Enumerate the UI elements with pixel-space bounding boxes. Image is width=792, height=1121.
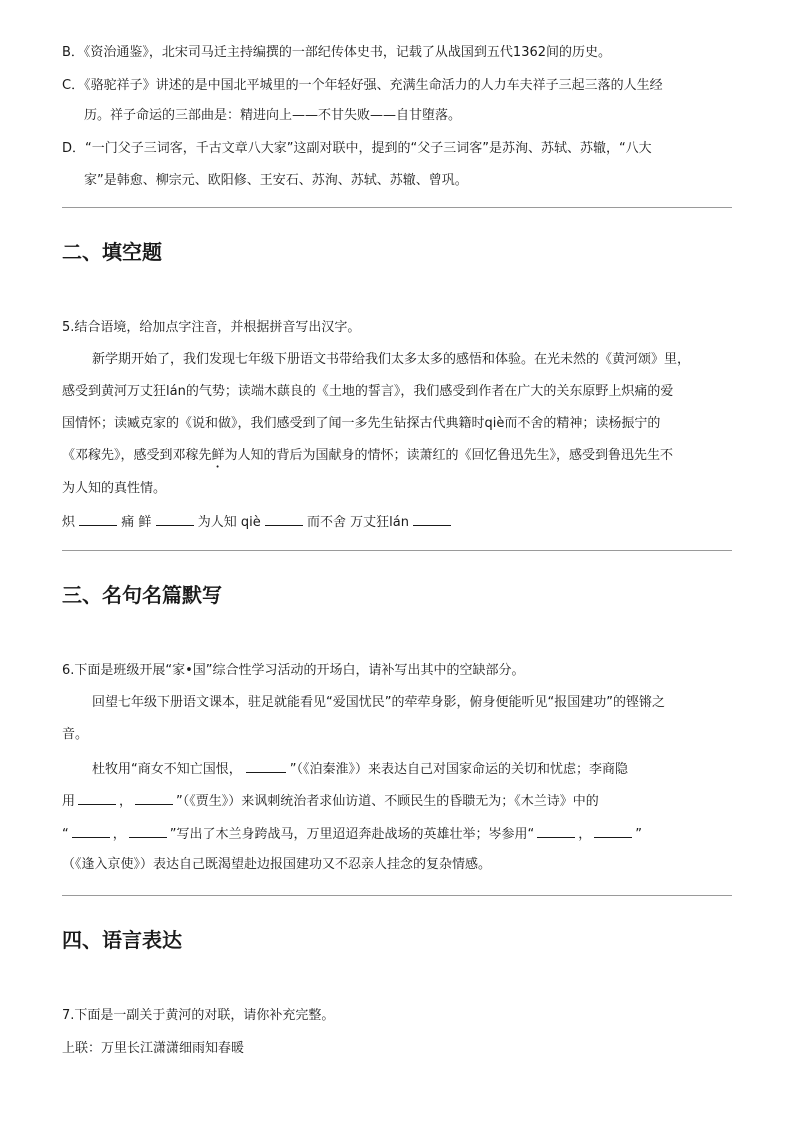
answer-blank-5[interactable] (129, 825, 167, 838)
option-d-line2: 家”是韩愈、柳宗元、欧阳修、王安石、苏洵、苏轼、苏辙、曾巩。 (84, 173, 468, 188)
question-5-title: 5.结合语境，给加点字注音，并根据拼音写出汉字。 (62, 320, 361, 335)
couplet-upper-line: 上联：万里长江潇潇细雨知春暖 (62, 1041, 245, 1056)
q5-answer-row: 炽 痛 鲜 为人知 qiè 而不舍 万丈狂lán (62, 513, 451, 531)
option-d-line1: D．“一门父子三词客，千古文章八大家”这副对联中，提到的“父子三词客”是苏洵、苏轼、苏辙，“八大 (62, 141, 652, 156)
q5-paragraph-line1: 新学期开始了，我们发现七年级下册语文书带给我们太多太多的感悟和体验。在光未然的《黄河颂》里， (92, 352, 691, 367)
q6-paragraph-line2: 音。 (62, 727, 89, 742)
q6-paragraph-line1: 回望七年级下册语文课本，驻足就能看见“爱国忧民”的荦荦身影，俯身便能听见“报国建功”的铿锵之 (92, 695, 665, 710)
question-7-title: 7.下面是一副关于黄河的对联，请你补充完整。 (62, 1008, 335, 1023)
answer-blank-1[interactable] (246, 760, 286, 773)
answer-blank-3[interactable] (265, 513, 303, 526)
answer-blank-1[interactable] (79, 513, 117, 526)
section-heading-recitation: 三、名句名篇默写 (62, 583, 222, 607)
q5-paragraph-line2: 感受到黄河万丈狂lán的气势；读端木蕻良的《土地的誓言》，我们感受到作者在广大的关东原野上炽痛的爱 (62, 384, 674, 399)
q5-paragraph-line3: 国情怀；读臧克家的《说和做》，我们感受到了闻一多先生钻探古代典籍时qiè而不舍的精神；读杨振宁的 (62, 416, 661, 431)
answer-blank-3[interactable] (135, 792, 173, 805)
divider (62, 550, 732, 551)
question-6-title: 6.下面是班级开展“家•国”综合性学习活动的开场白，请补写出其中的空缺部分。 (62, 663, 525, 678)
answer-blank-4[interactable] (72, 825, 110, 838)
section-heading-fill-blank: 二、填空题 (62, 240, 162, 264)
option-b: B．《资治通鉴》，北宋司马迁主持编撰的一部纪传体史书，记载了从战国到五代1362间的历史。 (62, 45, 612, 60)
q6-paragraph-line4: 用 ， ”（《贾生》）来讽刺统治者求仙访道、不顾民生的昏聩无为；《木兰诗》中的 (62, 794, 599, 809)
answer-blank-7[interactable] (594, 825, 632, 838)
answer-blank-6[interactable] (537, 825, 575, 838)
q6-paragraph-line3: 杜牧用“商女不知亡国恨， ”（《泊秦淮》）来表达自己对国家命运的关切和忧虑；李商隐 (92, 762, 628, 777)
answer-blank-2[interactable] (156, 513, 194, 526)
q5-paragraph-line4: 《邓稼先》，感受到邓稼先鲜为人知的背后为国献身的情怀；读萧红的《回忆鲁迅先生》，感受到鲁迅先生不 (62, 448, 674, 463)
section-heading-language-expression: 四、语言表达 (62, 928, 182, 952)
q5-paragraph-line5: 为人知的真性情。 (62, 481, 167, 496)
option-c-line1: C．《骆驼祥子》讲述的是中国北平城里的一个年轻好强、充满生命活力的人力车夫祥子三起三落的人生经 (62, 78, 663, 93)
emphasis-dot-char: 鲜 (211, 448, 225, 463)
answer-blank-4[interactable] (413, 513, 451, 526)
divider (62, 207, 732, 208)
option-c-line2: 历。祥子命运的三部曲是：精进向上——不甘失败——自甘堕落。 (84, 108, 462, 123)
q6-paragraph-line5: “ ， ”写出了木兰身跨战马，万里迢迢奔赴战场的英雄壮举；岑参用“ ， ” (62, 827, 643, 842)
answer-blank-2[interactable] (78, 792, 116, 805)
q6-paragraph-line6: （《逢入京使》）表达自己既渴望赴边报国建功又不忍亲人挂念的复杂情感。 (62, 857, 492, 872)
divider (62, 895, 732, 896)
